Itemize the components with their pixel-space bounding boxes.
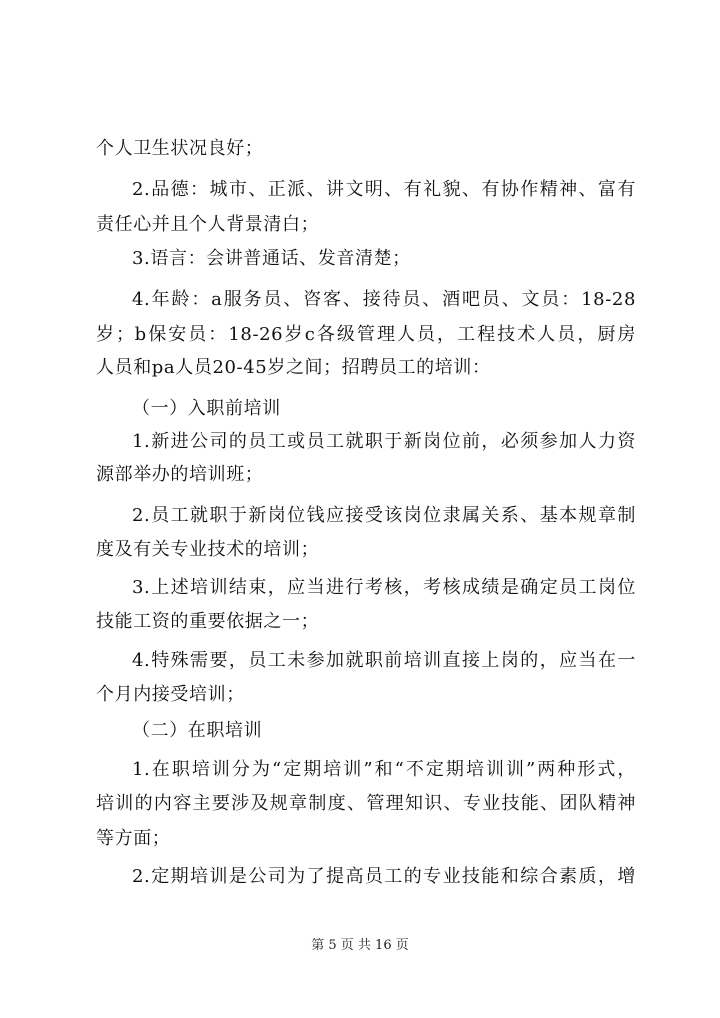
paragraph-line: 个月内接受培训； xyxy=(96,684,245,705)
page-number-footer: 第 5 页 共 16 页 xyxy=(311,938,409,953)
paragraph-line: 3.上述培训结束，应当进行考核，考核成绩是确定员工岗位 xyxy=(132,577,636,598)
paragraph-line: 2.员工就职于新岗位钱应接受该岗位隶属关系、基本规章制 xyxy=(132,505,636,526)
paragraph-line: 3.语言：会讲普通话、发音清楚； xyxy=(132,248,411,269)
paragraph-line: 度及有关专业技术的培训； xyxy=(96,539,320,560)
paragraph-line: 技能工资的重要依据之一； xyxy=(96,611,320,632)
paragraph-line: 1.新进公司的员工或员工就职于新岗位前，必须参加人力资 xyxy=(132,431,636,452)
paragraph-line: 2.定期培训是公司为了提高员工的专业技能和综合素质，增 xyxy=(132,866,636,887)
paragraph-line: 4.特殊需要，员工未参加就职前培训直接上岗的，应当在一 xyxy=(132,650,636,671)
paragraph-line: 4.年龄：a服务员、咨客、接待员、酒吧员、文员：18-28 xyxy=(132,289,636,310)
paragraph-line: 个人卫生状况良好； xyxy=(96,138,264,159)
paragraph-line: 岁；b保安员：18-26岁c各级管理人员，工程技术人员，厨房 xyxy=(96,324,636,345)
paragraph-line: 源部举办的培训班； xyxy=(96,464,264,485)
paragraph-line: 人员和pa人员20-45岁之间；招聘员工的培训： xyxy=(96,357,491,378)
paragraph-line: 2.品德：城市、正派、讲文明、有礼貌、有协作精神、富有 xyxy=(132,179,636,200)
paragraph-line: 1.在职培训分为“定期培训”和“不定期培训训”两种形式， xyxy=(132,759,636,780)
section-heading: （二）在职培训 xyxy=(132,720,263,741)
paragraph-line: 培训的内容主要涉及规章制度、管理知识、专业技能、团队精神 xyxy=(96,793,636,814)
paragraph-line: 责任心并且个人背景清白； xyxy=(96,214,320,235)
section-heading: （一）入职前培训 xyxy=(132,398,281,419)
paragraph-line: 等方面； xyxy=(96,828,171,849)
